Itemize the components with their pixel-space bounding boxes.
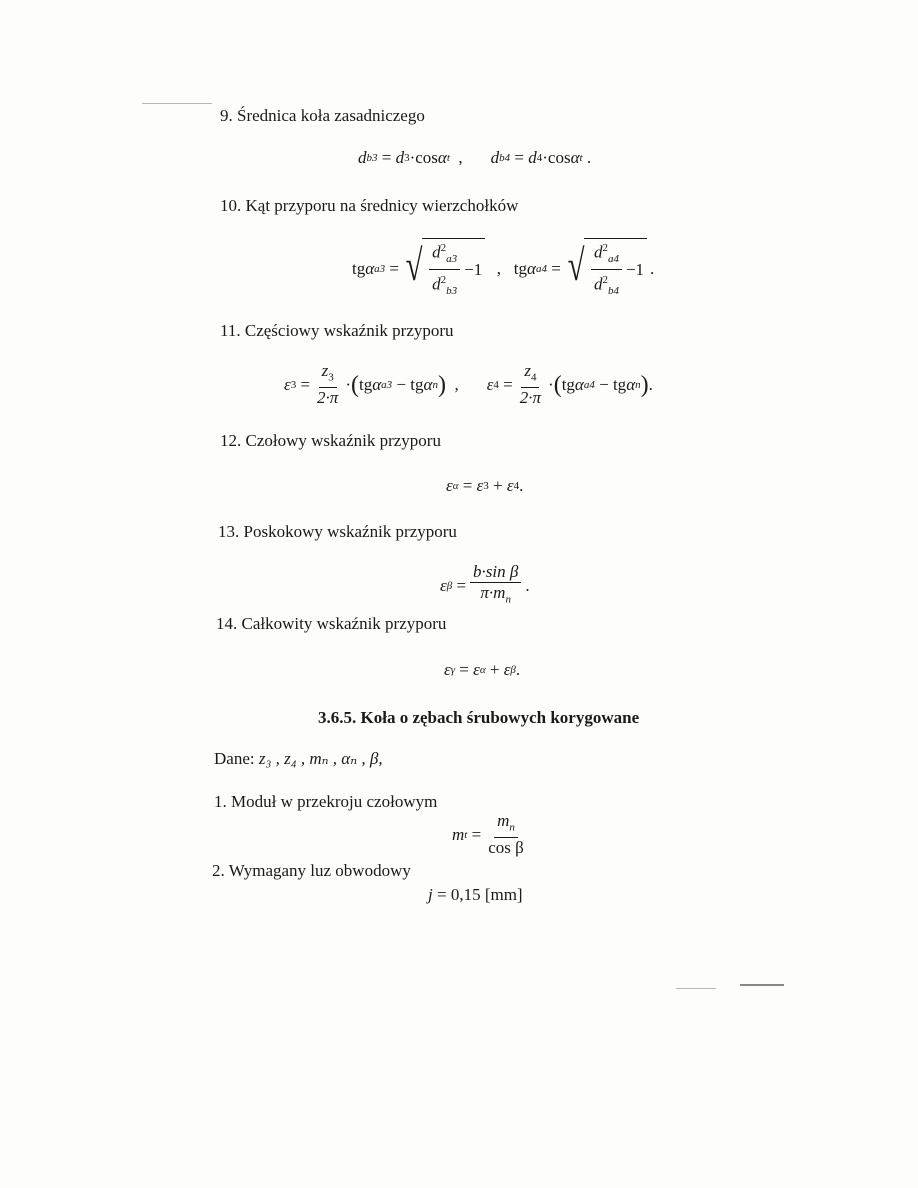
item-12-formula: ε α = ε 3 + ε 4 . bbox=[446, 476, 524, 495]
scan-mark bbox=[676, 988, 716, 989]
item-12-heading: 12. Czołowy wskaźnik przyporu bbox=[220, 431, 441, 450]
item-10-heading: 10. Kąt przyporu na średnicy wierzchołków bbox=[220, 196, 519, 215]
item-10-formula: tg α a3 = √ $\frac{d^2_{a3}}{d^2_{b3}}$ −1 , tg α a4 = √ $\frac{d^2_{a4}}{d^2_{b4}}$ −1 . bbox=[352, 238, 654, 300]
step-2-heading: 2. Wymagany luz obwodowy bbox=[212, 861, 411, 880]
item-9-formula: d b3 = d 3 ·cos α t , d b4 = d 4 ·cos α t . bbox=[358, 148, 592, 167]
item-14-formula: ε γ = ε α + ε β . bbox=[444, 660, 521, 679]
given-values: z₃ , z₄ , mₙ , αₙ , β, bbox=[258, 749, 383, 768]
given-label: Dane: bbox=[214, 749, 255, 768]
step-2-formula: j = 0,15 [mm] bbox=[428, 885, 523, 904]
item-11-formula: ε 3 = $\frac{z_3}{2\cdot\pi}$ · ( tg α a3 − tg α n ) , ε 4 = $\frac{z_4}{2\cdot\pi}$ · ( tg α a4 − tg α n ) . bbox=[284, 361, 653, 408]
item-9-heading: 9. Średnica koła zasadniczego bbox=[220, 106, 425, 125]
given-line bbox=[214, 749, 383, 769]
step-1-formula: m t = $\frac{m_n}{\text{cos β}}$ bbox=[452, 811, 524, 858]
item-11-heading: 11. Częściowy wskaźnik przyporu bbox=[220, 321, 454, 340]
item-13-heading: 13. Poskokowy wskaźnik przyporu bbox=[218, 522, 457, 541]
section-title: 3.6.5. Koła o zębach śrubowych korygowane bbox=[318, 708, 640, 727]
step-1-heading: 1. Moduł w przekroju czołowym bbox=[214, 792, 438, 811]
sqrt-a4: √ $\frac{d^2_{a4}}{d^2_{b4}}$ −1 bbox=[564, 238, 647, 300]
item-14-heading: 14. Całkowity wskaźnik przyporu bbox=[216, 614, 447, 633]
scan-mark bbox=[142, 103, 212, 104]
item-13-formula: ε β = $\frac{\text{b·sin β}}{\pi\cdot m_n}$ . bbox=[440, 562, 530, 606]
scan-mark bbox=[740, 984, 784, 986]
sqrt-a3: √ $\frac{d^2_{a3}}{d^2_{b3}}$ −1 bbox=[402, 238, 485, 300]
